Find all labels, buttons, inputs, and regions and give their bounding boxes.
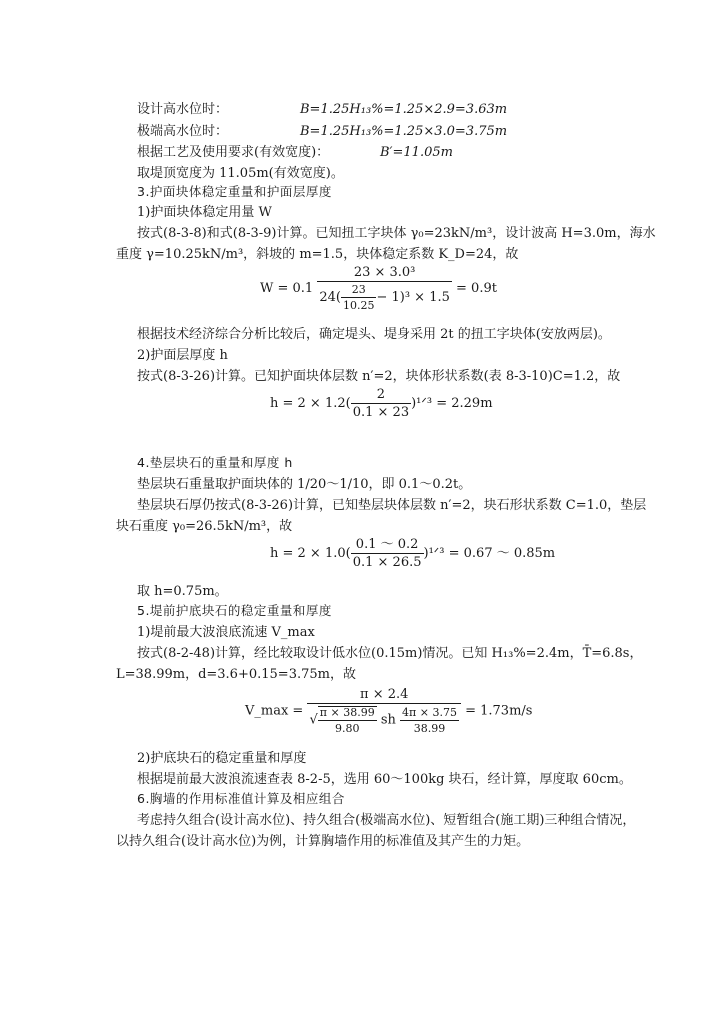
subsection-heading: 2)护面层厚度 h [137,348,228,363]
subsection-heading: 1)护面块体稳定用量 W [137,205,272,220]
eq-fraction [307,688,461,734]
paragraph-line: 按式(8-3-8)和式(8-3-9)计算。已知扭工字块体 γ₀=23kN/m³，设计波高 H=3.0m，海水 [137,226,656,241]
section-heading: 3.护面块体稳定重量和护面层厚度 [137,184,332,199]
eq-lhs: h = 2 × 1.0( [270,546,351,561]
paragraph-line: 考虑持久组合(设计高水位)、持久组合(极端高水位)、短暂组合(施工期)三种组合情况， [137,813,636,828]
text-line: 设计高水位时： [137,102,229,117]
eq-numerator: 2 [351,388,411,404]
eq-numerator: 0.1 ～ 0.2 [351,538,424,554]
eq-numerator: 23 × 3.0³ [317,266,452,282]
eq-denominator: 0.1 × 23 [352,405,410,420]
eq-fraction [317,266,452,311]
eq-inner-denominator: 38.99 [413,721,446,735]
formula-line: B′=11.05m [380,145,453,160]
eq-rhs: )¹ᐟ³ = 0.67 ～ 0.85m [423,546,556,561]
eq-inner-fraction [318,706,377,734]
equation-w [260,266,497,311]
sqrt-icon: √ [309,712,318,728]
eq-inner-numerator: 23 [341,284,377,298]
section-heading: 6.胸墙的作用标准值计算及相应组合 [137,791,345,806]
eq-inner-fraction [341,284,377,311]
eq-den-part: 24( [319,290,341,305]
text-line: 取堤顶宽度为 11.05m(有效宽度)。 [137,166,344,181]
eq-inner-numerator: 4π × 3.75 [402,705,457,719]
formula-line: B=1.25H₁₃%=1.25×3.0=3.75m [300,124,508,139]
paragraph-line: 按式(8-3-26)计算。已知护面块体层数 n′=2，块体形状系数(表 8-3-10)C=1.2，故 [137,369,621,384]
paragraph-line: 块石重度 γ₀=26.5kN/m³，故 [116,519,293,534]
paragraph-line: 按式(8-2-48)计算，经比较取设计低水位(0.15m)情况。已知 H₁₃%=2.4m，T̄=6.8s， [137,646,643,661]
paragraph-line: 根据技术经济综合分析比较后，确定堤头、堤身采用 2t 的扭工字块体(安放两层)。 [137,327,611,342]
paragraph-line: L=38.99m，d=3.6+0.15=3.75m，故 [116,667,356,682]
eq-inner-denominator: 9.80 [334,722,360,735]
formula-line: B=1.25H₁₃%=1.25×2.9=3.63m [300,102,508,117]
eq-denominator: 0.1 × 26.5 [352,555,422,570]
paragraph-line: 垫层块石厚仍按式(8-3-26)计算，已知垫层块体层数 n′=2，块石形状系数 C=1.0，垫层 [137,498,647,513]
section-heading: 4.垫层块石的重量和厚度 h [137,455,293,470]
eq-den-part: − 1)³ × 1.5 [376,290,450,305]
eq-lhs: W = 0.1 [260,281,314,296]
eq-fraction [351,538,424,569]
eq-fraction [351,388,411,419]
paragraph-line: 以持久组合(设计高水位)为例，计算胸墙作用的标准值及其产生的力矩。 [116,834,530,849]
eq-denominator [307,704,461,734]
eq-rhs: )¹ᐟ³ = 2.29m [411,396,493,411]
section-heading: 5.堤前护底块石的稳定重量和厚度 [137,603,332,618]
equation-h2 [270,538,555,569]
subsection-heading: 1)堤前最大波浪底流速 V_max [137,625,315,640]
eq-sh: sh [380,712,396,728]
eq-lhs: V_max = [245,703,304,719]
eq-inner-fraction [400,707,459,734]
eq-rhs: = 0.9t [456,281,497,296]
equation-vmax [245,688,532,734]
text-line: 根据工艺及使用要求(有效宽度)： [137,145,330,160]
eq-denominator [317,282,452,311]
paragraph-line: 根据堤前最大波浪流速查表 8-2-5，选用 60～100kg 块石，经计算，厚度取 60cm。 [137,772,632,787]
eq-inner-denominator: 10.25 [342,299,375,312]
subsection-heading: 2)护底块石的稳定重量和厚度 [137,751,307,766]
equation-h1 [270,388,493,419]
paragraph-line: 取 h=0.75m。 [137,584,228,599]
eq-inner-numerator: π × 38.99 [319,706,375,719]
eq-lhs: h = 2 × 1.2( [270,396,351,411]
eq-rhs: = 1.73m/s [465,703,533,719]
paragraph-line: 垫层块石重量取护面块体的 1/20～1/10，即 0.1～0.2t。 [137,477,472,492]
paragraph-line: 重度 γ=10.25kN/m³，斜坡的 m=1.5，块体稳定系数 K_D=24，故 [116,247,519,262]
text-line: 极端高水位时： [137,124,229,139]
eq-numerator: π × 2.4 [307,688,461,704]
